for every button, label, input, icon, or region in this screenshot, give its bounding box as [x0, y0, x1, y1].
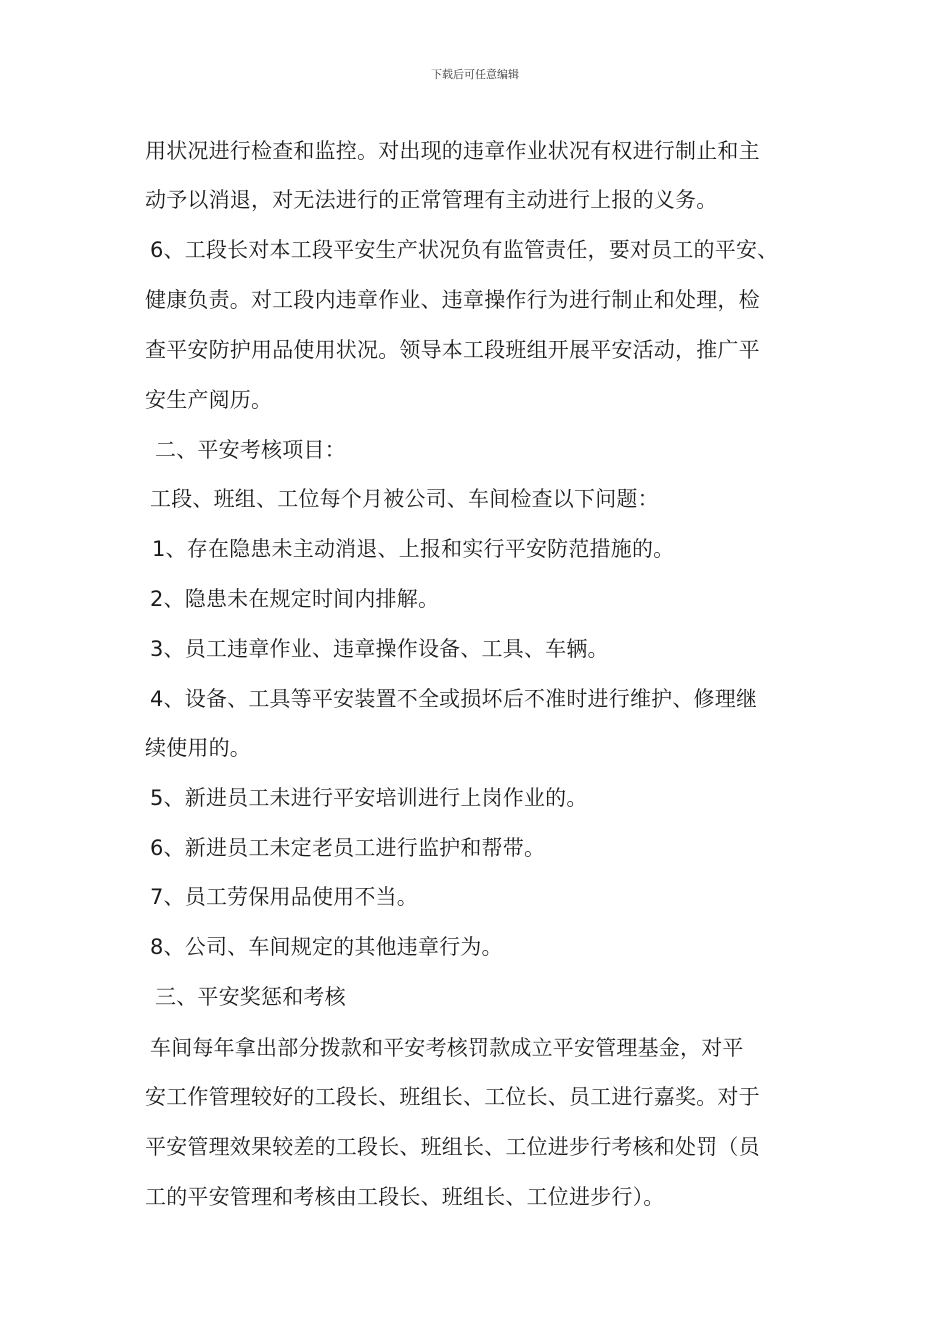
list-item: 8、公司、车间规定的其他违章行为。	[150, 935, 503, 959]
page-header: 下载后可任意编辑	[431, 68, 519, 81]
list-item: 3、员工违章作业、违章操作设备、工具、车辆。	[150, 637, 609, 661]
body-line: 车间每年拿出部分拨款和平安考核罚款成立平安管理基金，对平	[150, 1036, 744, 1060]
body-line: 健康负责。对工段内违章作业、违章操作行为进行制止和处理，检	[145, 288, 760, 312]
body-line: 安生产阅历。	[145, 388, 273, 412]
section-heading: 三、平安奖惩和考核	[155, 985, 346, 1009]
body-line: 用状况进行检查和监控。对出现的违章作业状况有权进行制止和主	[145, 139, 760, 163]
list-item: 6、新进员工未定老员工进行监护和帮带。	[150, 836, 546, 860]
list-item: 7、员工劳保用品使用不当。	[150, 885, 418, 909]
body-line: 安工作管理较好的工段长、班组长、工位长、员工进行嘉奖。对于	[145, 1085, 760, 1109]
body-line: 动予以消退，对无法进行的正常管理有主动进行上报的义务。	[145, 188, 718, 212]
body-line: 平安管理效果较差的工段长、班组长、工位进步行考核和处罚（员	[145, 1135, 760, 1159]
list-item: 5、新进员工未进行平安培训进行上岗作业的。	[150, 786, 588, 810]
section-heading: 二、平安考核项目：	[155, 438, 346, 462]
body-line: 6、工段长对本工段平安生产状况负有监管责任，要对员工的平安、	[150, 238, 779, 262]
list-item: 1、存在隐患未主动消退、上报和实行平安防范措施的。	[152, 537, 675, 561]
body-line: 续使用的。	[145, 736, 251, 760]
body-line: 查平安防护用品使用状况。领导本工段班组开展平安活动，推广平	[145, 338, 760, 362]
body-line: 工的平安管理和考核由工段长、班组长、工位进步行）。	[145, 1185, 665, 1209]
body-line: 工段、班组、工位每个月被公司、车间检查以下问题：	[150, 487, 659, 511]
list-item: 4、设备、工具等平安装置不全或损坏后不准时进行维护、修理继	[150, 687, 758, 711]
list-item: 2、隐患未在规定时间内排解。	[150, 587, 440, 611]
